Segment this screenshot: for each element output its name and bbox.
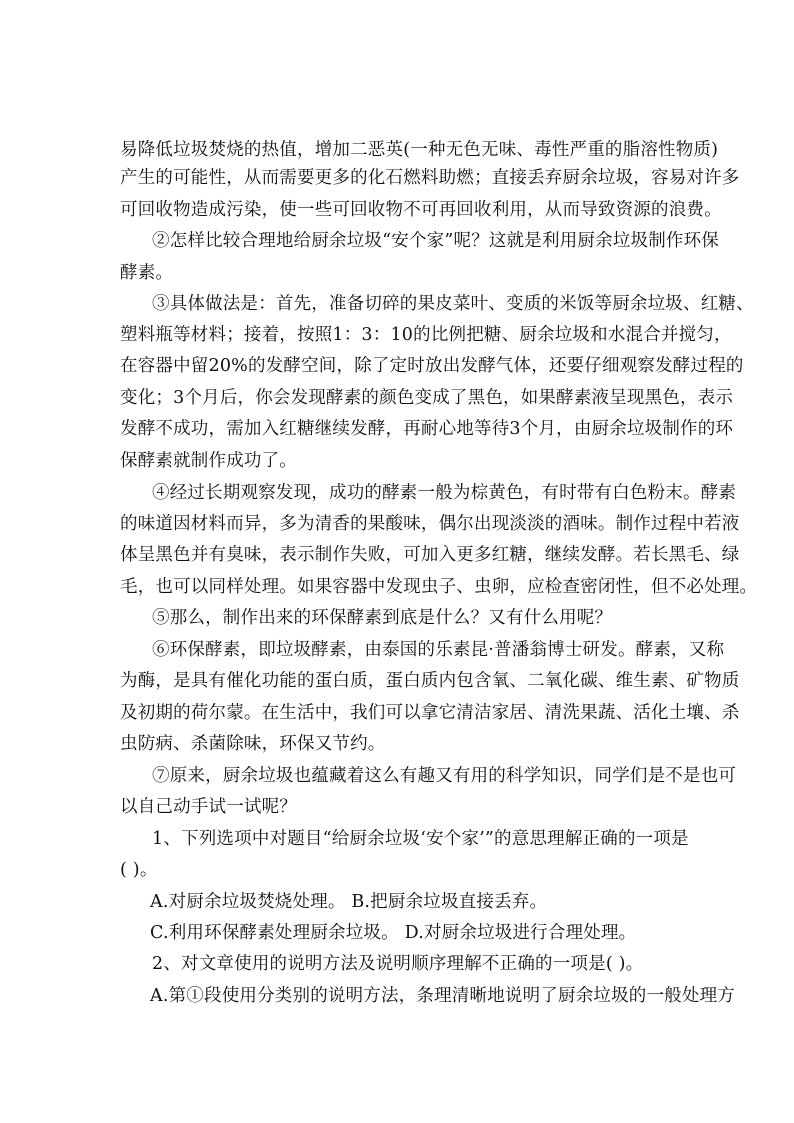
answer-blank: ( )。 <box>120 860 158 880</box>
text-line: 酵素。 <box>120 263 174 283</box>
text-line: 虫防病、杀菌除味，环保又节约。 <box>120 734 386 754</box>
text-line: 及初期的荷尔蒙。在生活中，我们可以拿它清洁家居、清洗果蔬、活化土壤、杀 <box>120 703 740 723</box>
text-line: 体呈黑色并有臭味，表示制作失败，可加入更多红糖，继续发酵。若长黑毛、绿 <box>120 545 740 565</box>
paragraph-2-line: ②怎样比较合理地给厨余垃圾“安个家”呢？这就是利用厨余垃圾制作环保 <box>152 231 719 251</box>
text-line: 的味道因材料而异，多为清香的果酸味，偶尔出现淡淡的酒味。制作过程中若液 <box>120 514 740 534</box>
paragraph-4-line: ④经过长期观察发现，成功的酵素一般为棕黄色，有时带有白色粉末。酵素 <box>152 483 737 503</box>
paragraph-6-line: ⑥环保酵素，即垃圾酵素，由泰国的乐素昆·普潘翁博士研发。酵素，又称 <box>152 640 725 660</box>
text-line: 塑料瓶等材料；接着，按照1：3：10的比例把糖、厨余垃圾和水混合并搅匀， <box>120 325 732 345</box>
paragraph-7-line: ⑦原来，厨余垃圾也蕴藏着这么有趣又有用的科学知识，同学们是不是也可 <box>152 766 737 786</box>
paragraph-3-line: ③具体做法是：首先，准备切碎的果皮菜叶、变质的米饭等厨余垃圾、红糖、 <box>152 294 754 314</box>
option-a: A.第①段使用分类别的说明方法，条理清晰地说明了厨余垃圾的一般处理方 <box>150 986 735 1006</box>
text-line: 可回收物造成污染，使一些可回收物不可再回收利用，从而导致资源的浪费。 <box>120 200 722 220</box>
text-line: 发酵不成功，需加入红糖继续发酵，再耐心地等待3个月，由厨余垃圾制作的环 <box>120 419 734 439</box>
question-2: 2、对文章使用的说明方法及说明顺序理解不正确的一项是( )。 <box>152 954 644 974</box>
options-ab: A.对厨余垃圾焚烧处理。 B.把厨余垃圾直接丢弃。 <box>150 892 548 912</box>
text-line: 在容器中留20%的发酵空间，除了定时放出发酵气体，还要仔细观察发酵过程的 <box>120 356 744 376</box>
text-line: 以自己动手试一试呢？ <box>120 797 297 817</box>
text-line: 毛，也可以同样处理。如果容器中发现虫子、虫卵，应检查密闭性，但不必处理。 <box>120 577 758 597</box>
text-line: 易降低垃圾焚烧的热值，增加二恶英(一种无色无味、毒性严重的脂溶性物质) <box>120 140 719 160</box>
paragraph-5-line: ⑤那么，制作出来的环保酵素到底是什么？又有什么用呢？ <box>152 608 613 628</box>
options-cd: C.利用环保酵素处理厨余垃圾。 D.对厨余垃圾进行合理处理。 <box>150 923 637 943</box>
text-line: 变化；3个月后，你会发现酵素的颜色变成了黑色，如果酵素液呈现黑色，表示 <box>120 388 734 408</box>
question-1: 1、下列选项中对题目“给厨余垃圾‘安个家’”的意思理解正确的一项是 <box>152 829 689 849</box>
text-line: 产生的可能性，从而需要更多的化石燃料助燃；直接丢弃厨余垃圾，容易对许多 <box>120 168 740 188</box>
text-line: 保酵素就制作成功了。 <box>120 451 297 471</box>
text-line: 为酶，是具有催化功能的蛋白质，蛋白质内包含氧、二氧化碳、维生素、矿物质 <box>120 671 740 691</box>
